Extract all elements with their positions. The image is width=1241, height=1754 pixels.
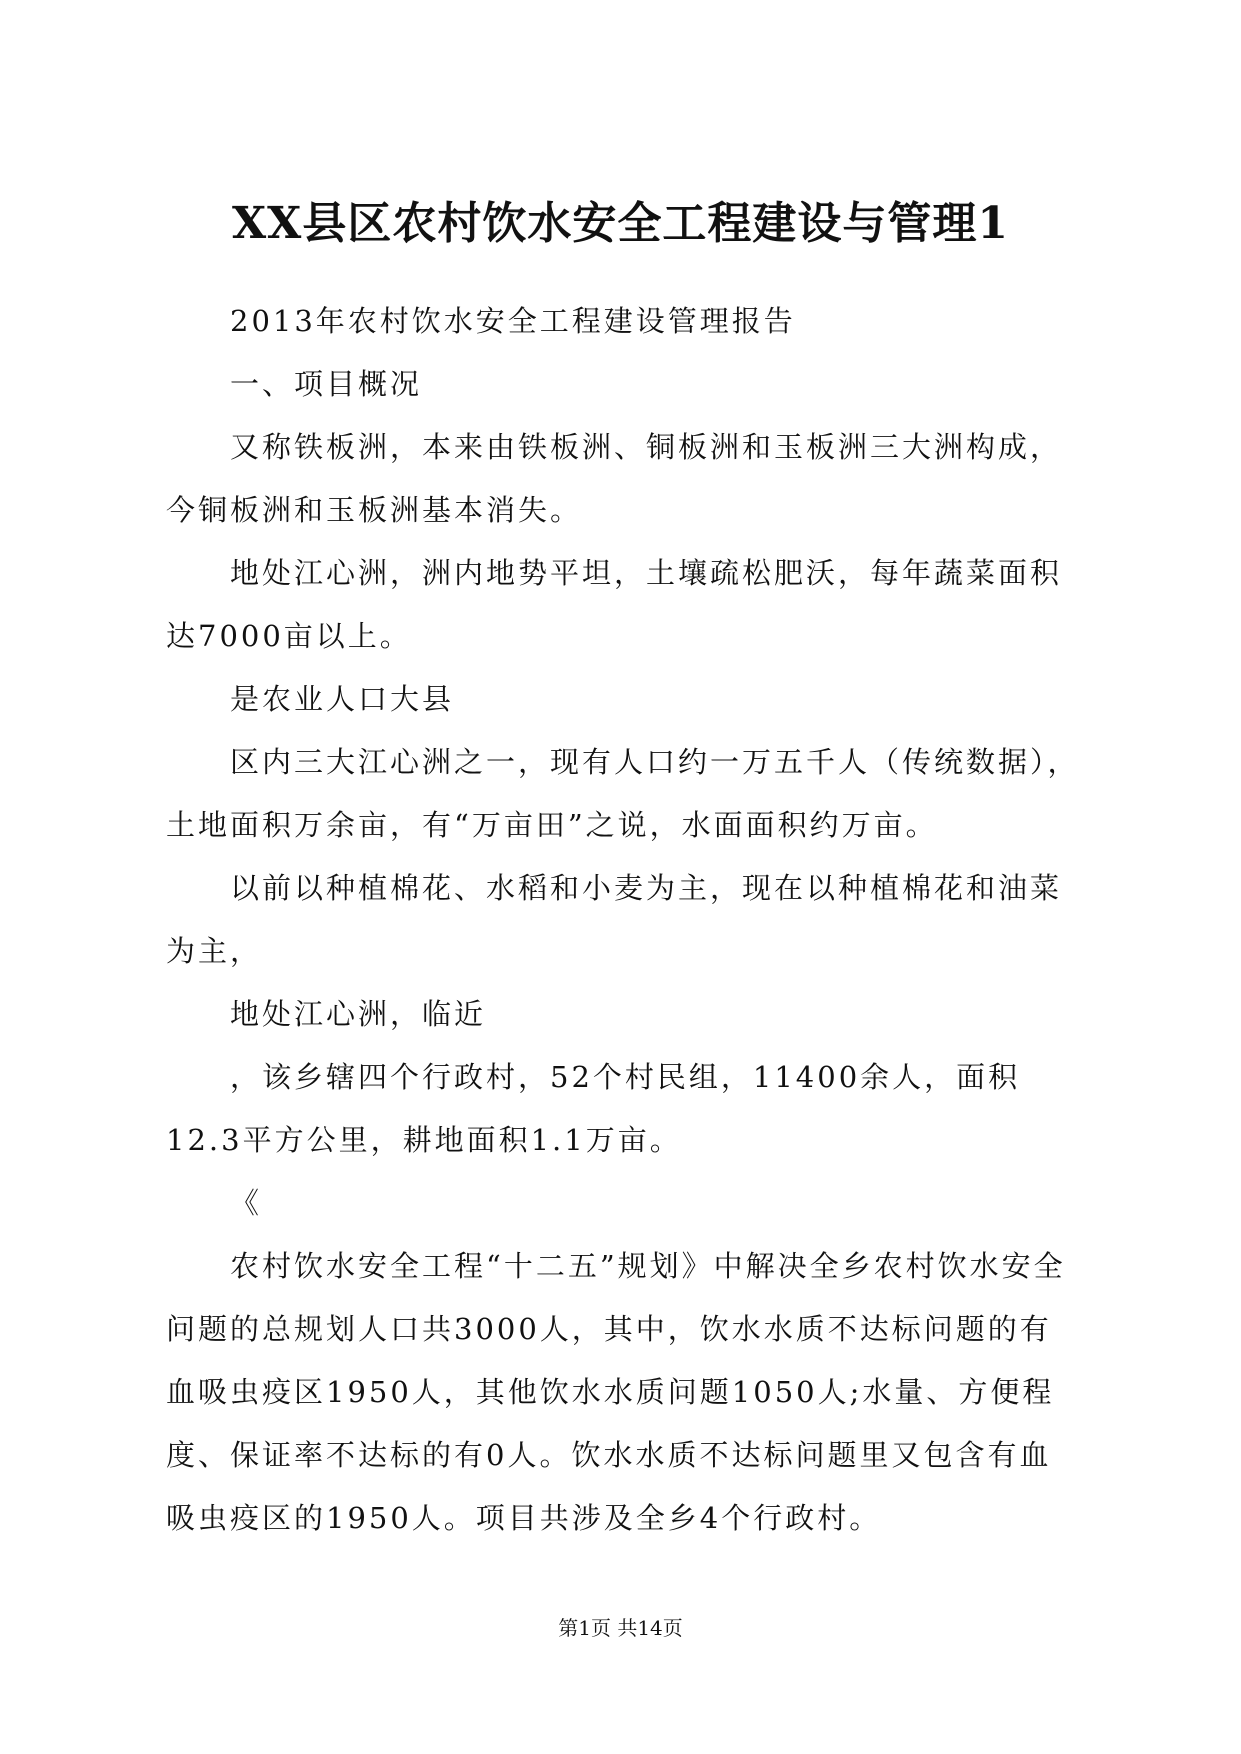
- paragraph: 是农业人口大县: [230, 682, 455, 716]
- paragraph-section-heading: 一、项目概况: [230, 367, 423, 401]
- page-number-footer: 第1页 共14页: [558, 1616, 683, 1640]
- paragraph: 地处江心洲，临近: [230, 997, 487, 1031]
- paragraph: 以前以种植棉花、水稻和小麦为主，现在以种植棉花和油菜为主，: [166, 871, 1063, 968]
- paragraph: 《: [230, 1186, 263, 1220]
- document-title: XX县区农村饮水安全工程建设与管理1: [232, 198, 1009, 249]
- paragraph: 地处江心洲，洲内地势平坦，土壤疏松肥沃，每年蔬菜面积达7000亩以上。: [166, 556, 1063, 653]
- paragraph: 又称铁板洲，本来由铁板洲、铜板洲和玉板洲三大洲构成，今铜板洲和玉板洲基本消失。: [166, 430, 1063, 527]
- paragraph: 农村饮水安全工程“十二五”规划》中解决全乡农村饮水安全问题的总规划人口共3000人，其中，饮水水质不达标问题的有血吸虫疫区1950人，其他饮水水质问题1050人;水量、方便程度、保证率不达标的有0人。饮水水质不达标问题里又包含有血吸虫疫区的1950人。项目共涉及全乡4个行政村。: [166, 1249, 1066, 1535]
- document-body: [166, 290, 1080, 1550]
- paragraph: ，该乡辖四个行政村，52个村民组，11400余人，面积12.3平方公里，耕地面积1.1万亩。: [166, 1060, 1021, 1157]
- paragraph-report-heading: 2013年农村饮水安全工程建设管理报告: [230, 304, 796, 338]
- paragraph: 区内三大江心洲之一，现有人口约一万五千人（传统数据），土地面积万余亩，有“万亩田”之说，水面面积约万亩。: [166, 745, 1080, 842]
